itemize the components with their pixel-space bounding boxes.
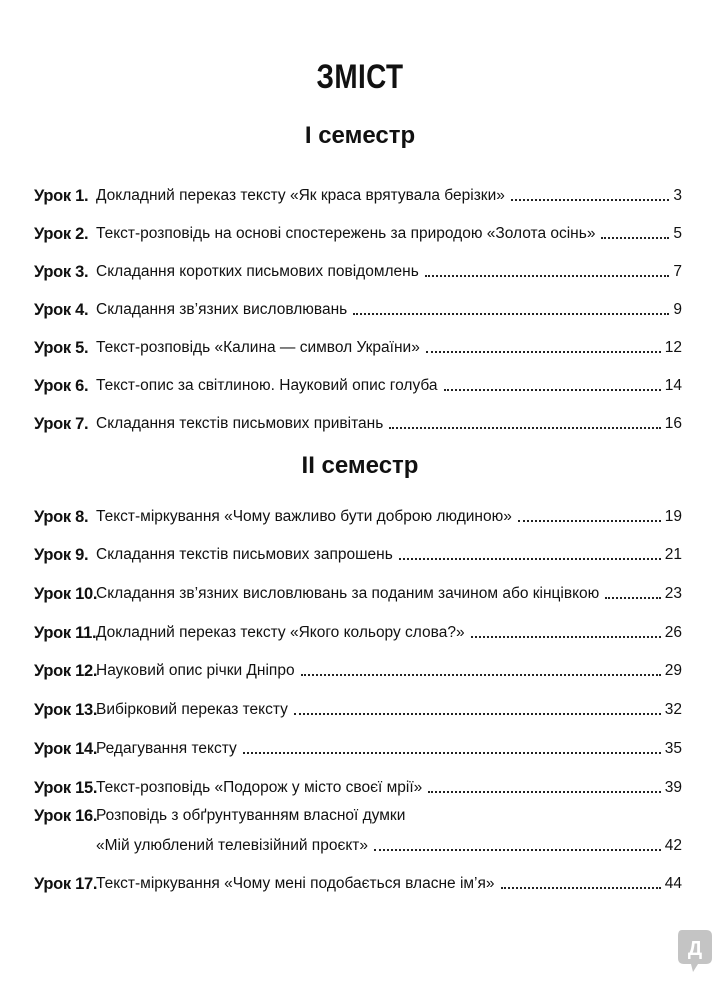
- dot-leader: [428, 791, 660, 793]
- dot-leader: [426, 351, 661, 353]
- lesson-label: Урок 3.: [34, 263, 89, 281]
- lesson-label: Урок 12.: [34, 662, 98, 681]
- lesson-label: Урок 2.: [34, 225, 89, 243]
- page-number: 3: [673, 187, 682, 204]
- lesson-label: Урок 7.: [34, 415, 89, 433]
- lesson-title: Текст-міркування «Чому мені подобається власне ім’я»: [96, 875, 495, 893]
- toc-entry: [34, 168, 682, 206]
- page-number: 5: [673, 225, 682, 242]
- lesson-title: Складання зв’язних висловлювань за поданим зачином або кінцівкою: [96, 585, 600, 603]
- lesson-title: Складання зв’язних висловлювань: [96, 301, 348, 318]
- toc-entry: [34, 320, 682, 358]
- dot-leader: [518, 520, 661, 522]
- page-number: 32: [664, 701, 682, 719]
- lesson-title: Науковий опис річки Дніпро: [96, 662, 295, 680]
- lesson-title: Докладний переказ тексту «Як краса врятувала берізки»: [96, 187, 505, 204]
- page-title: ЗМІСТ: [316, 58, 404, 96]
- semester-1-list: [34, 168, 682, 434]
- toc-entry: [34, 527, 682, 566]
- lesson-label: Урок 11.: [34, 623, 97, 642]
- dot-leader: [374, 849, 661, 851]
- page-number: 23: [664, 585, 682, 603]
- page-number: 16: [664, 415, 682, 432]
- toc-entry: [34, 720, 682, 759]
- lesson-title: Текст-міркування «Чому важливо бути доброю людиною»: [96, 507, 512, 525]
- page-number: 14: [664, 377, 682, 394]
- toc-entry: [34, 681, 682, 720]
- dot-leader: [471, 636, 661, 638]
- dot-leader: [301, 674, 661, 676]
- toc-entry: [34, 604, 682, 643]
- lesson-label: Урок 1.: [34, 187, 89, 205]
- page-number: 12: [664, 339, 682, 356]
- page-number: 29: [664, 662, 682, 680]
- dot-leader: [601, 237, 669, 239]
- toc-entry: [34, 488, 682, 527]
- dot-leader: [605, 597, 660, 599]
- toc-entry: [34, 396, 682, 434]
- dot-leader: [501, 887, 661, 889]
- lesson-title: Складання коротких письмових повідомлень: [96, 263, 419, 280]
- lesson-title: Розповідь з обґрунтуванням власної думки: [96, 806, 406, 824]
- page-number: 19: [664, 507, 682, 525]
- toc-entry: [34, 206, 682, 244]
- toc-entry: [34, 565, 682, 604]
- lesson-title: Редагування тексту: [96, 739, 237, 757]
- lesson-label: Урок 5.: [34, 339, 89, 357]
- lesson-label: Урок 8.: [34, 507, 89, 526]
- page-number: 39: [664, 778, 682, 796]
- dot-leader: [243, 752, 661, 754]
- lesson-label: Урок 9.: [34, 546, 89, 565]
- semester-2-list: [34, 488, 682, 894]
- lesson-label: Урок 14.: [34, 739, 98, 758]
- lesson-title: Вибірковий переказ тексту: [96, 701, 288, 719]
- page-number: 21: [664, 546, 682, 564]
- lesson-title: Текст-опис за світлиною. Науковий опис голуба: [96, 377, 438, 394]
- semester-2-heading: ІІ семестр: [301, 452, 419, 479]
- lesson-title: Складання текстів письмових привітань: [96, 415, 384, 432]
- lesson-label: Урок 17.: [34, 875, 98, 894]
- dot-leader: [425, 275, 670, 277]
- dot-leader: [389, 427, 660, 429]
- dot-leader: [511, 199, 670, 201]
- semester-1-heading: І семестр: [304, 122, 416, 149]
- toc-entry: [34, 759, 682, 798]
- lesson-title: Текст-розповідь «Подорож у місто своєї мрії»: [96, 778, 423, 796]
- toc-entry: [34, 643, 682, 682]
- lesson-title-continued: «Мій улюблений телевізійний проєкт»: [96, 836, 369, 854]
- lesson-title: Докладний переказ тексту «Якого кольору слова?»: [96, 623, 465, 641]
- page-number: 9: [673, 301, 682, 318]
- toc-entry: [34, 856, 682, 895]
- dot-leader: [399, 558, 661, 560]
- lesson-title: Складання текстів письмових запрошень: [96, 546, 393, 564]
- page-number: 42: [664, 836, 682, 854]
- toc-entry: [34, 798, 682, 856]
- lesson-label: Урок 13.: [34, 701, 98, 720]
- page-number: 7: [673, 263, 682, 280]
- toc-entry: [34, 244, 682, 282]
- publisher-logo-icon: [676, 928, 714, 974]
- dot-leader: [353, 313, 669, 315]
- logo-letter: Д: [687, 938, 703, 960]
- page-number: 35: [664, 739, 682, 757]
- lesson-label: Урок 16.: [34, 806, 98, 825]
- toc-entry: [34, 282, 682, 320]
- page-number: 44: [664, 875, 682, 893]
- lesson-label: Урок 15.: [34, 778, 98, 797]
- page-number: 26: [664, 623, 682, 641]
- lesson-label: Урок 4.: [34, 301, 89, 319]
- lesson-title: Текст-розповідь «Калина — символ України»: [96, 339, 420, 356]
- lesson-title: Текст-розповідь на основі спостережень за природою «Золота осінь»: [96, 225, 596, 242]
- dot-leader: [444, 389, 661, 391]
- lesson-label: Урок 10.: [34, 585, 98, 604]
- lesson-label: Урок 6.: [34, 377, 89, 395]
- dot-leader: [294, 713, 661, 715]
- toc-entry: [34, 358, 682, 396]
